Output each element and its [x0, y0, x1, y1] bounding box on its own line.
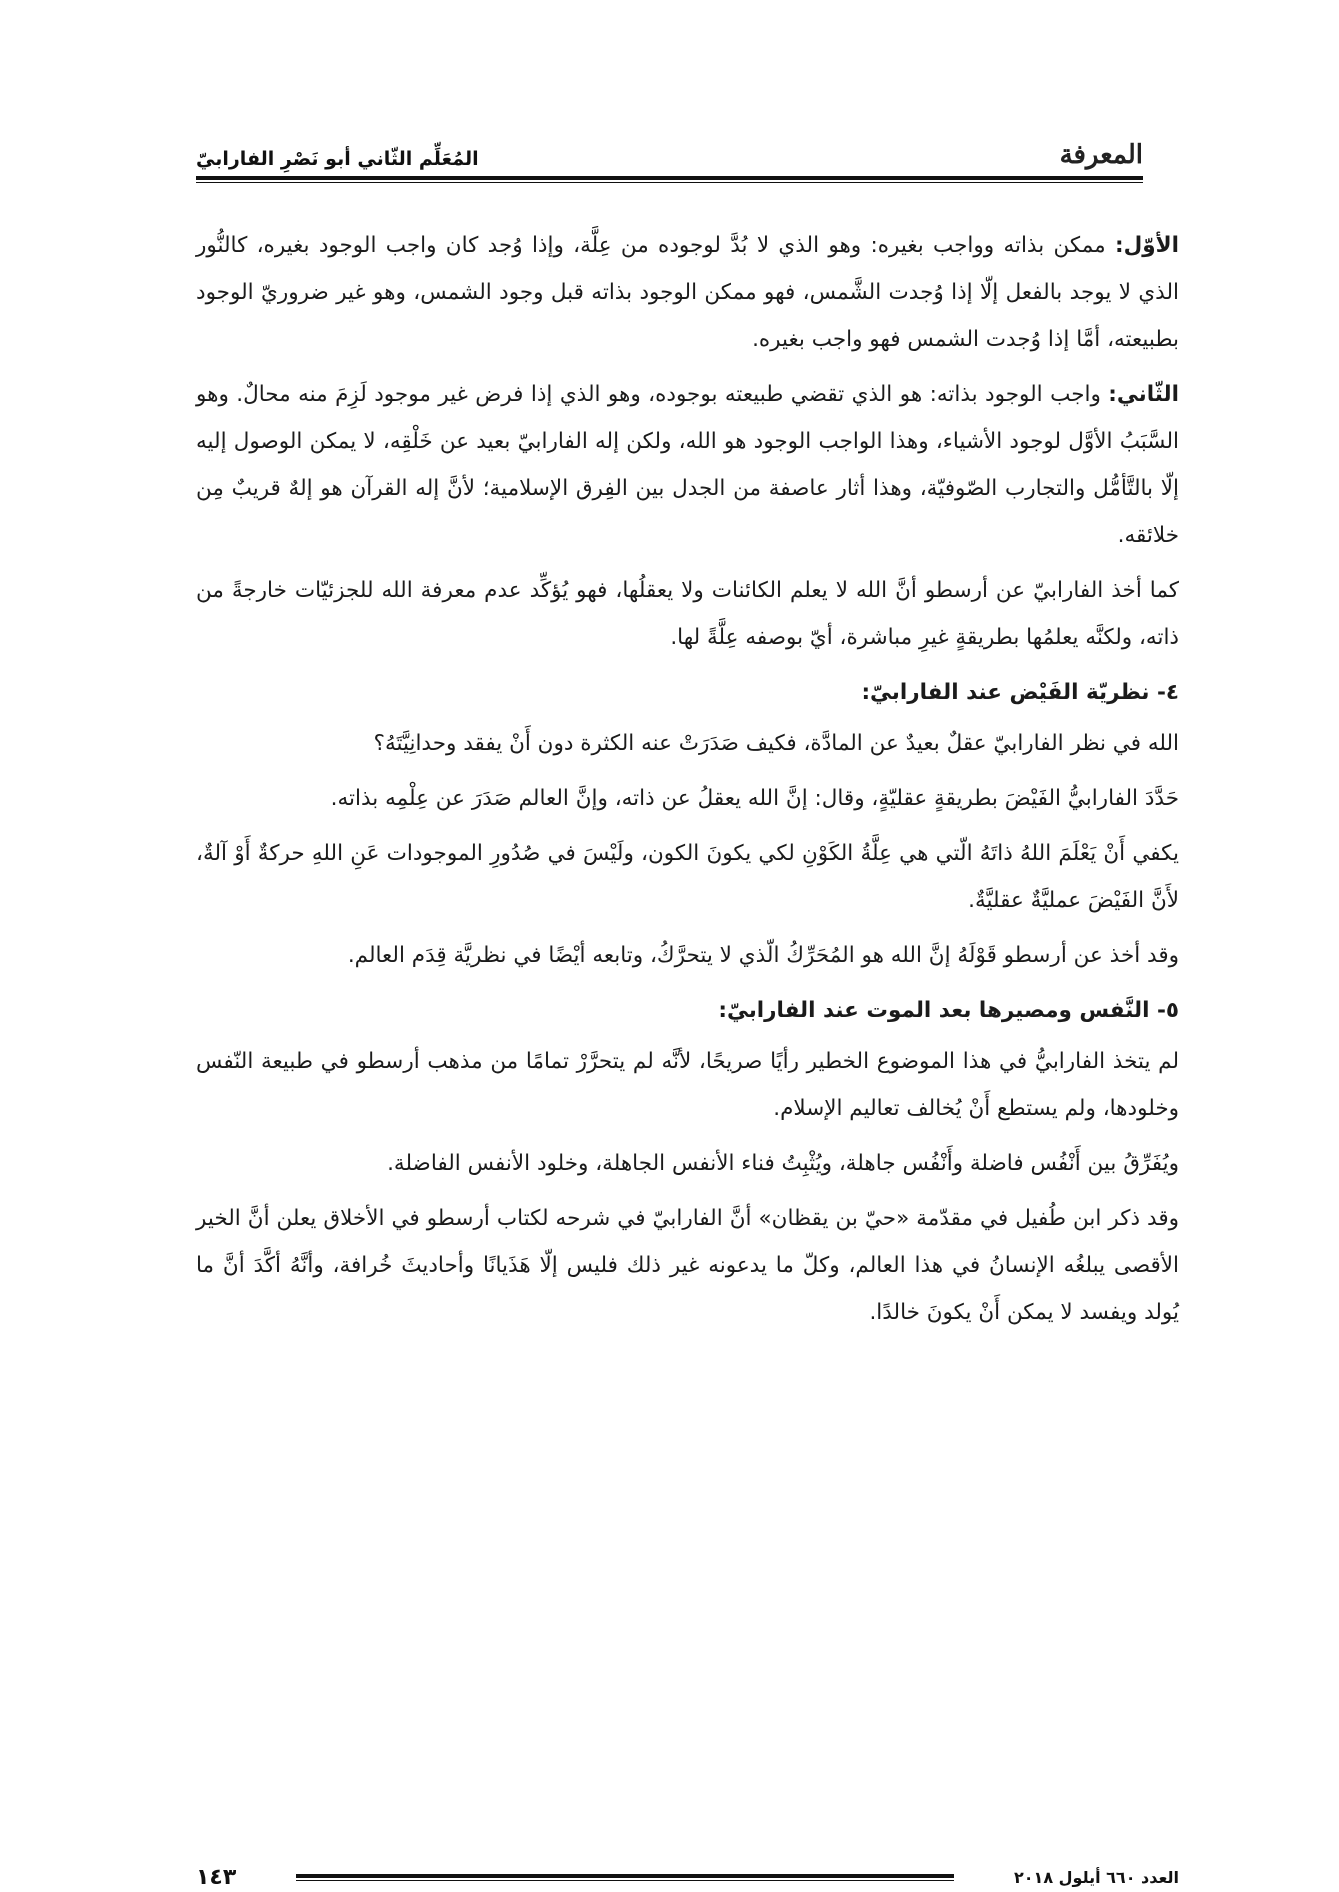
page-header: [196, 130, 1143, 170]
paragraph-lead: الثّاني:: [1108, 382, 1179, 407]
paragraph: وقد أخذ عن أرسطو قَوْلَهُ إنَّ الله هو المُحَرِّكُ الّذي لا يتحرَّكُ، وتابعه أيْضًا في نظريَّة قِدَم العالم.: [347, 943, 1179, 968]
page-footer: [196, 1862, 1179, 1892]
issue-info: العدد ٦٦٠ أيلول ٢٠١٨: [1014, 1867, 1179, 1887]
paragraph: يكفي أَنْ يَعْلَمَ اللهُ ذاتَهُ الّتي هي عِلَّةُ الكَوْنِ لكي يكونَ الكون، ولَيْسَ في صُدُورِ الموجودات عَنِ اللهِ حركةٌ أَوْ آلةٌ، لأَنَّ الفَيْضَ عمليَّةٌ عقليَّةٌ.: [196, 841, 1179, 913]
running-title: المُعَلِّم الثّاني أبو نَصْرِ الفارابيّ: [196, 148, 479, 170]
paragraph: الله في نظر الفارابيّ عقلٌ بعيدٌ عن المادَّة، فكيف صَدَرَتْ عنه الكثرة دون أَنْ يفقد وحدانِيَّتَهُ؟: [373, 731, 1179, 756]
paragraph: [196, 567, 1179, 661]
section-heading: ٤- نظريّة الفَيْض عند الفارابيّ:: [861, 680, 1179, 705]
footer-rule: [296, 1874, 954, 1881]
page-number: ١٤٣: [196, 1864, 237, 1890]
article-body: [196, 222, 1179, 1344]
paragraph: وقد ذكر ابن طُفيل في مقدّمة «حيّ بن يقظان» أنَّ الفارابيّ في شرحه لكتاب أرسطو في الأخلاق يعلن أنَّ الخير الأقصى يبلغُه الإنسانُ في هذا العالم، وكلّ ما يدعونه غير ذلك فليس إلّا هَذَيانًا وأحاديثَ خُرافة، وأنَّهُ أكَّدَ أنَّ ما يُولد ويفسد لا يمكن أَنْ يكونَ خالدًا.: [196, 1206, 1179, 1325]
paragraph: لم يتخذ الفارابيُّ في هذا الموضوع الخطير رأيًا صريحًا، لأنَّه لم يتحرَّرْ تمامًا من مذهب أرسطو في طبيعة النّفس وخلودها، ولم يستطع أَنْ يُخالف تعاليم الإسلام.: [196, 1049, 1179, 1121]
paragraph-text: واجب الوجود بذاته: هو الذي تقضي طبيعته بوجوده، وهو الذي إذا فرض غير موجود لَزِمَ منه محالٌ. وهو السَّبَبُ الأوَّل لوجود الأشياء، وهذا الواجب الوجود هو الله، ولكن إله الفارابيّ بعيد عن خَلْقِه، لا يمكن الوصول إليه إلّا بالتَّأمُّل والتجارب الصّوفيّة، وهذا أثار عاصفة من الجدل بين الفِرق الإسلامية؛ لأنَّ إله القرآن هو إلهٌ قريبٌ مِن خلائقه.: [196, 382, 1179, 548]
journal-logo: المعرفة: [1059, 140, 1143, 170]
paragraph: حَدَّدَ الفارابيُّ الفَيْضَ بطريقةٍ عقليّةٍ، وقال: إنَّ الله يعقلُ عن ذاته، وإنَّ العالم صَدَرَ عن عِلْمِه بذاته.: [330, 786, 1179, 811]
paragraph: [196, 371, 1179, 559]
paragraph-text: كما أخذ الفارابيّ عن أرسطو أنَّ الله لا يعلم الكائنات ولا يعقلُها، فهو يُؤكِّد عدم معرفة الله للجزئيّات خارجةً من ذاته، ولكنَّه يعلمُها بطريقةٍ غيرِ مباشرة، أيّ بوصفه عِلَّةً لها.: [196, 578, 1179, 650]
paragraph: ويُفَرِّقُ بين أَنْفُس فاضلة وأَنْفُس جاهلة، ويُثْبِتُ فناء الأنفس الجاهلة، وخلود الأنفس الفاضلة.: [387, 1151, 1179, 1176]
header-rule: [196, 176, 1143, 183]
paragraph-lead: الأوّل:: [1115, 233, 1179, 258]
paragraph: [196, 222, 1179, 363]
paragraph-text: ممكن بذاته وواجب بغيره: وهو الذي لا بُدَّ لوجوده من عِلَّة، وإذا وُجد كان واجب الوجود بغيره، كالنُّور الذي لا يوجد بالفعل إلّا إذا وُجدت الشَّمس، فهو ممكن الوجود بذاته قبل وجود الشمس، وهو غير ضروريّ الوجود بطبيعته، أمَّا إذا وُجدت الشمس فهو واجب بغيره.: [196, 233, 1179, 352]
section-heading: ٥- النَّفس ومصيرها بعد الموت عند الفارابيّ:: [718, 998, 1179, 1023]
